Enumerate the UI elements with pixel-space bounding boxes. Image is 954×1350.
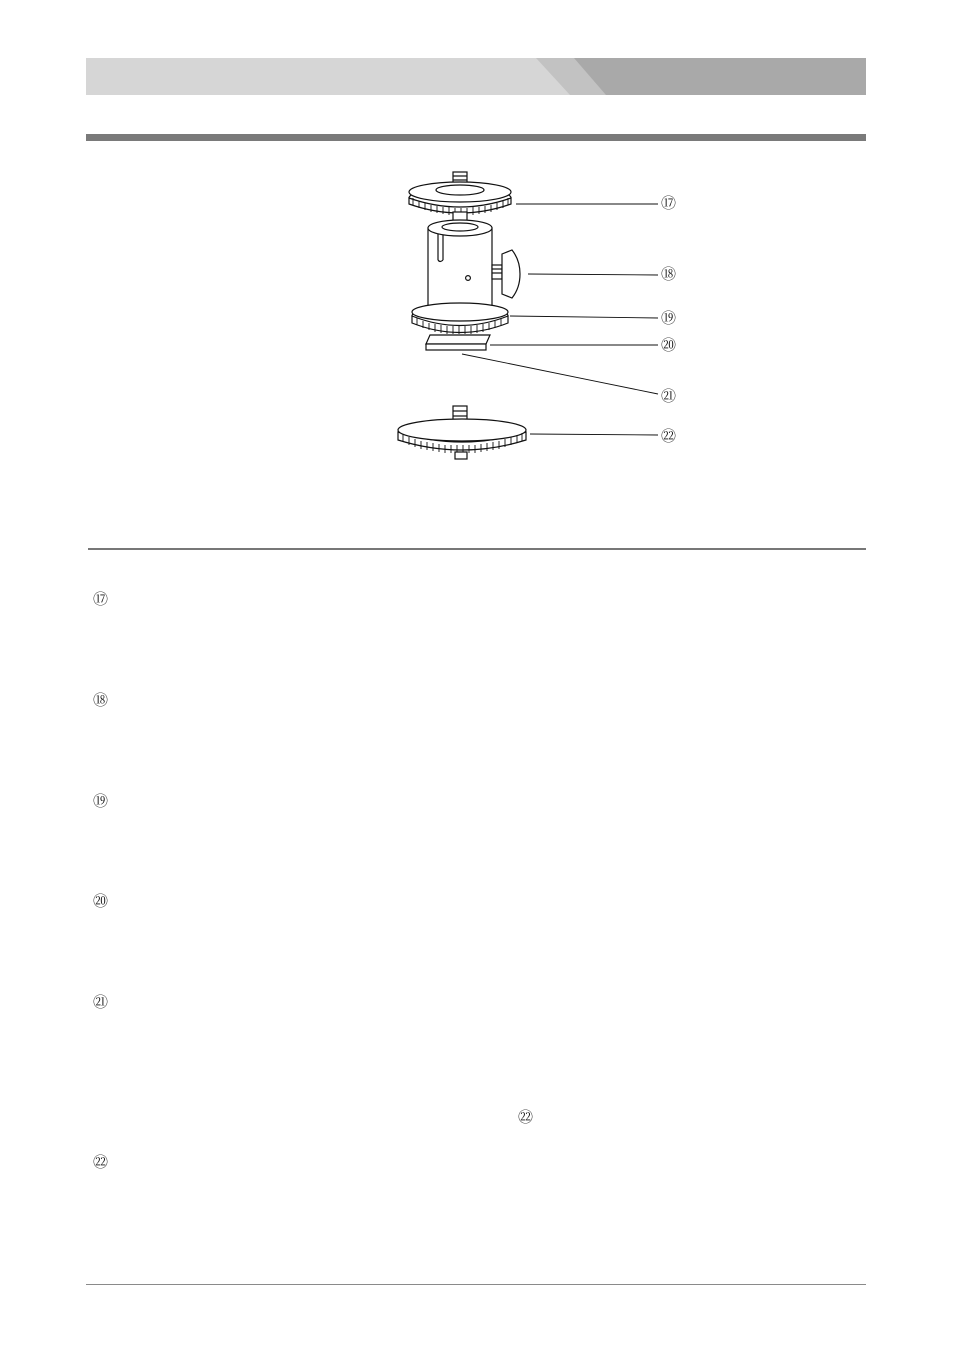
lock-knob-icon <box>492 250 520 298</box>
callout-19: ⑲ <box>661 309 677 327</box>
item-marker-19: ⑲ <box>93 792 109 810</box>
item-marker-22: ㉒ <box>93 1153 109 1171</box>
item-marker-20: ⑳ <box>93 892 109 910</box>
header-band <box>86 58 866 95</box>
ball-housing-icon <box>428 220 492 312</box>
footer-rule <box>86 1284 866 1285</box>
section-rule <box>86 134 866 141</box>
callout-20: ⑳ <box>661 336 677 354</box>
leader-line <box>510 316 658 318</box>
callout-17: ⑰ <box>661 194 677 212</box>
item-marker-17: ⑰ <box>93 590 109 608</box>
item-marker-21: ㉑ <box>93 993 109 1011</box>
leader-line <box>530 434 658 435</box>
adapter-disc-icon <box>398 419 526 459</box>
leader-line <box>462 354 658 394</box>
top-knob-icon <box>409 182 511 215</box>
ball-head-diagram <box>380 160 700 470</box>
leader-line <box>528 274 658 275</box>
item-marker-18: ⑱ <box>93 691 109 709</box>
callout-18: ⑱ <box>661 265 677 283</box>
section-divider <box>88 548 866 550</box>
callout-22: ㉒ <box>661 427 677 445</box>
shoe-plate-icon <box>426 335 490 350</box>
callout-21: ㉑ <box>661 387 677 405</box>
inline-reference-22: ㉒ <box>518 1108 534 1126</box>
lock-ring-icon <box>412 303 508 334</box>
